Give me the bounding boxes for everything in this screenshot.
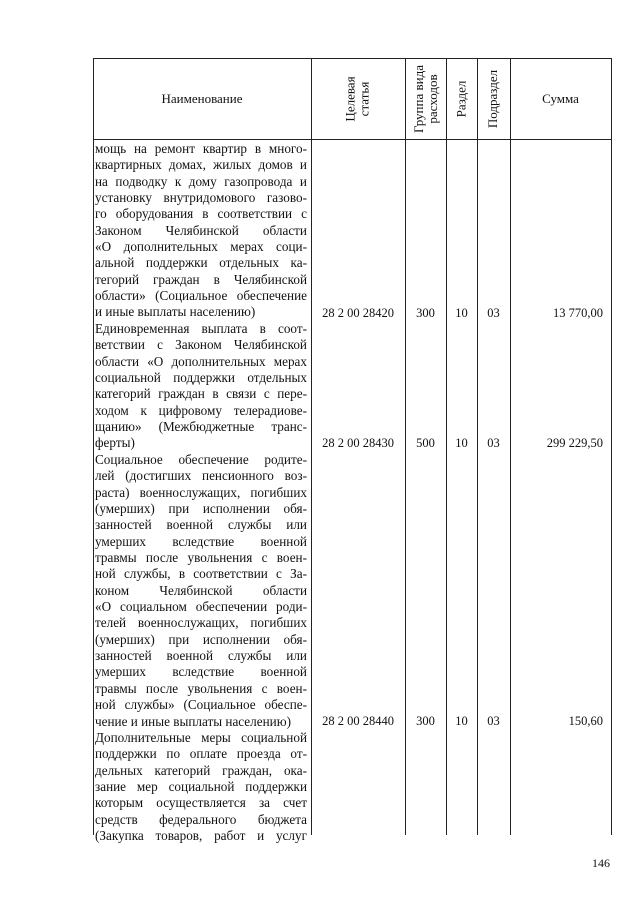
row-2-target: 28 2 00 28430 [322, 436, 394, 450]
row-2-name: Единовременная выплата в соот- ветствии с Законом Челябинской области «О дополнительных мерах социальной поддержки отдельных категорий граждан в связи с пере- ходом к цифровому телерадиове- щанию» (Межбюджетные транс- ферты) [95, 321, 307, 451]
page-number: 146 [592, 856, 610, 870]
header-expense-group: Группа вида расходов [410, 64, 440, 133]
row-2-group: 500 [416, 436, 435, 450]
header-subsection: Подраздел [485, 69, 501, 128]
row-3-section: 10 [455, 714, 468, 728]
row-1-name: мощь на ремонт квартир в много- квартирных домах, жилых домов и на подводку к дому газопровода и установку внутридомового газово- го оборудования в соответствии с Законом Челябинской области «О дополнительных мерах соци- альной поддержки отдельных ка- тегорий граждан в Челябинской области» (Социальное обеспечение и иные выплаты населению) [95, 141, 307, 320]
row-4-name: Дополнительные меры социальной поддержки по оплате проезда от- дельных категорий граждан, ока- зание мер социальной поддержки которым осуществляется за счет средств федерального бюджета (Закупка товаров, работ и услуг [95, 730, 307, 844]
row-3-sum: 150,60 [568, 714, 603, 728]
header-name: Наименование [161, 90, 243, 106]
header-target-article: Целевая статья [342, 75, 372, 122]
row-2-sum: 299 229,50 [546, 436, 603, 450]
row-1-subsection: 03 [487, 306, 500, 320]
row-2-subsection: 03 [487, 436, 500, 450]
row-3-subsection: 03 [487, 714, 500, 728]
row-2-section: 10 [455, 436, 468, 450]
row-3-name: Социальное обеспечение родите- лей (достигших пенсионного воз- раста) военнослужащих, погибших (умерших) при исполнении обя- занностей военной службы или умерших вследствие военной травмы после увольнения с воен- ной службы, в соответствии с За- коном Челябинской области «О социальном обеспечении роди- телей военнослужащих, погибших (умерших) при исполнении обя- занностей военной службы или умерших вследствие военной травмы после увольнения с воен- ной службы» (Социальное обеспе- чение и иные выплаты населению) [95, 452, 307, 729]
header-sum: Сумма [542, 90, 579, 106]
row-3-target: 28 2 00 28440 [322, 714, 394, 728]
row-1-section: 10 [455, 306, 468, 320]
row-3-group: 300 [416, 714, 435, 728]
header-section: Раздел [453, 80, 469, 117]
budget-table [93, 58, 612, 844]
row-1-target: 28 2 00 28420 [322, 306, 394, 320]
row-1-group: 300 [416, 306, 435, 320]
row-1-sum: 13 770,00 [553, 306, 603, 320]
